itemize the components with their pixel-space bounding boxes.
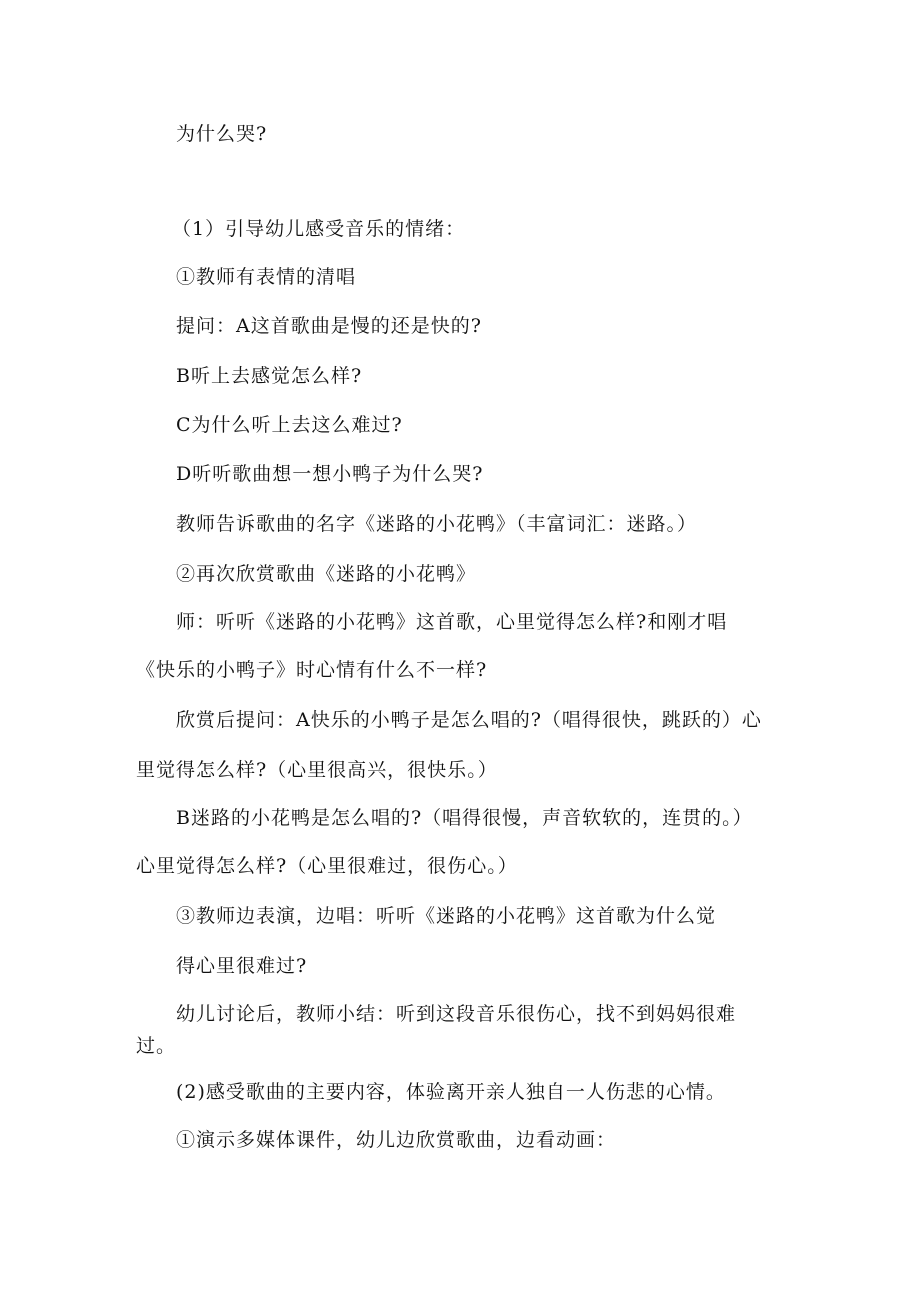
text-line: C为什么听上去这么难过? (176, 414, 403, 436)
text-line: 《快乐的小鸭子》时心情有什么不一样? (136, 659, 488, 681)
text-line: 得心里很难过? (176, 955, 308, 977)
text-line: 过。 (136, 1035, 177, 1057)
text-line: 师：听听《迷路的小花鸭》这首歌，心里觉得怎么样?和刚才唱 (176, 611, 728, 633)
text-line: 教师告诉歌曲的名字《迷路的小花鸭》（丰富词汇：迷路。） (176, 513, 698, 535)
text-line: 幼儿讨论后，教师小结：听到这段音乐很伤心，找不到妈妈很难 (176, 1003, 737, 1025)
text-line: ③教师边表演，边唱：听听《迷路的小花鸭》这首歌为什么觉 (176, 905, 717, 927)
text-line: ②再次欣赏歌曲《迷路的小花鸭》 (176, 563, 477, 585)
section-heading: (2)感受歌曲的主要内容，体验离开亲人独自一人伤悲的心情。 (176, 1081, 726, 1103)
text-line: B迷路的小花鸭是怎么唱的?（唱得很慢，声音软软的，连贯的。） (176, 807, 753, 829)
text-line: ①演示多媒体课件，幼儿边欣赏歌曲，边看动画： (176, 1129, 617, 1151)
text-line: 里觉得怎么样?（心里很高兴，很快乐。） (136, 759, 498, 781)
section-heading: （1）引导幼儿感受音乐的情绪： (172, 218, 466, 240)
text-line: B听上去感觉怎么样? (176, 365, 363, 387)
text-line: 欣赏后提问：A快乐的小鸭子是怎么唱的?（唱得很快，跳跃的）心 (176, 709, 762, 731)
text-line: 心里觉得怎么样?（心里很难过，很伤心。） (136, 855, 518, 877)
text-line: ①教师有表情的清唱 (176, 266, 357, 288)
text-line: 为什么哭? (176, 123, 268, 145)
text-line: 提问：A这首歌曲是慢的还是快的? (176, 315, 482, 337)
text-line: D听听歌曲想一想小鸭子为什么哭? (176, 463, 484, 485)
